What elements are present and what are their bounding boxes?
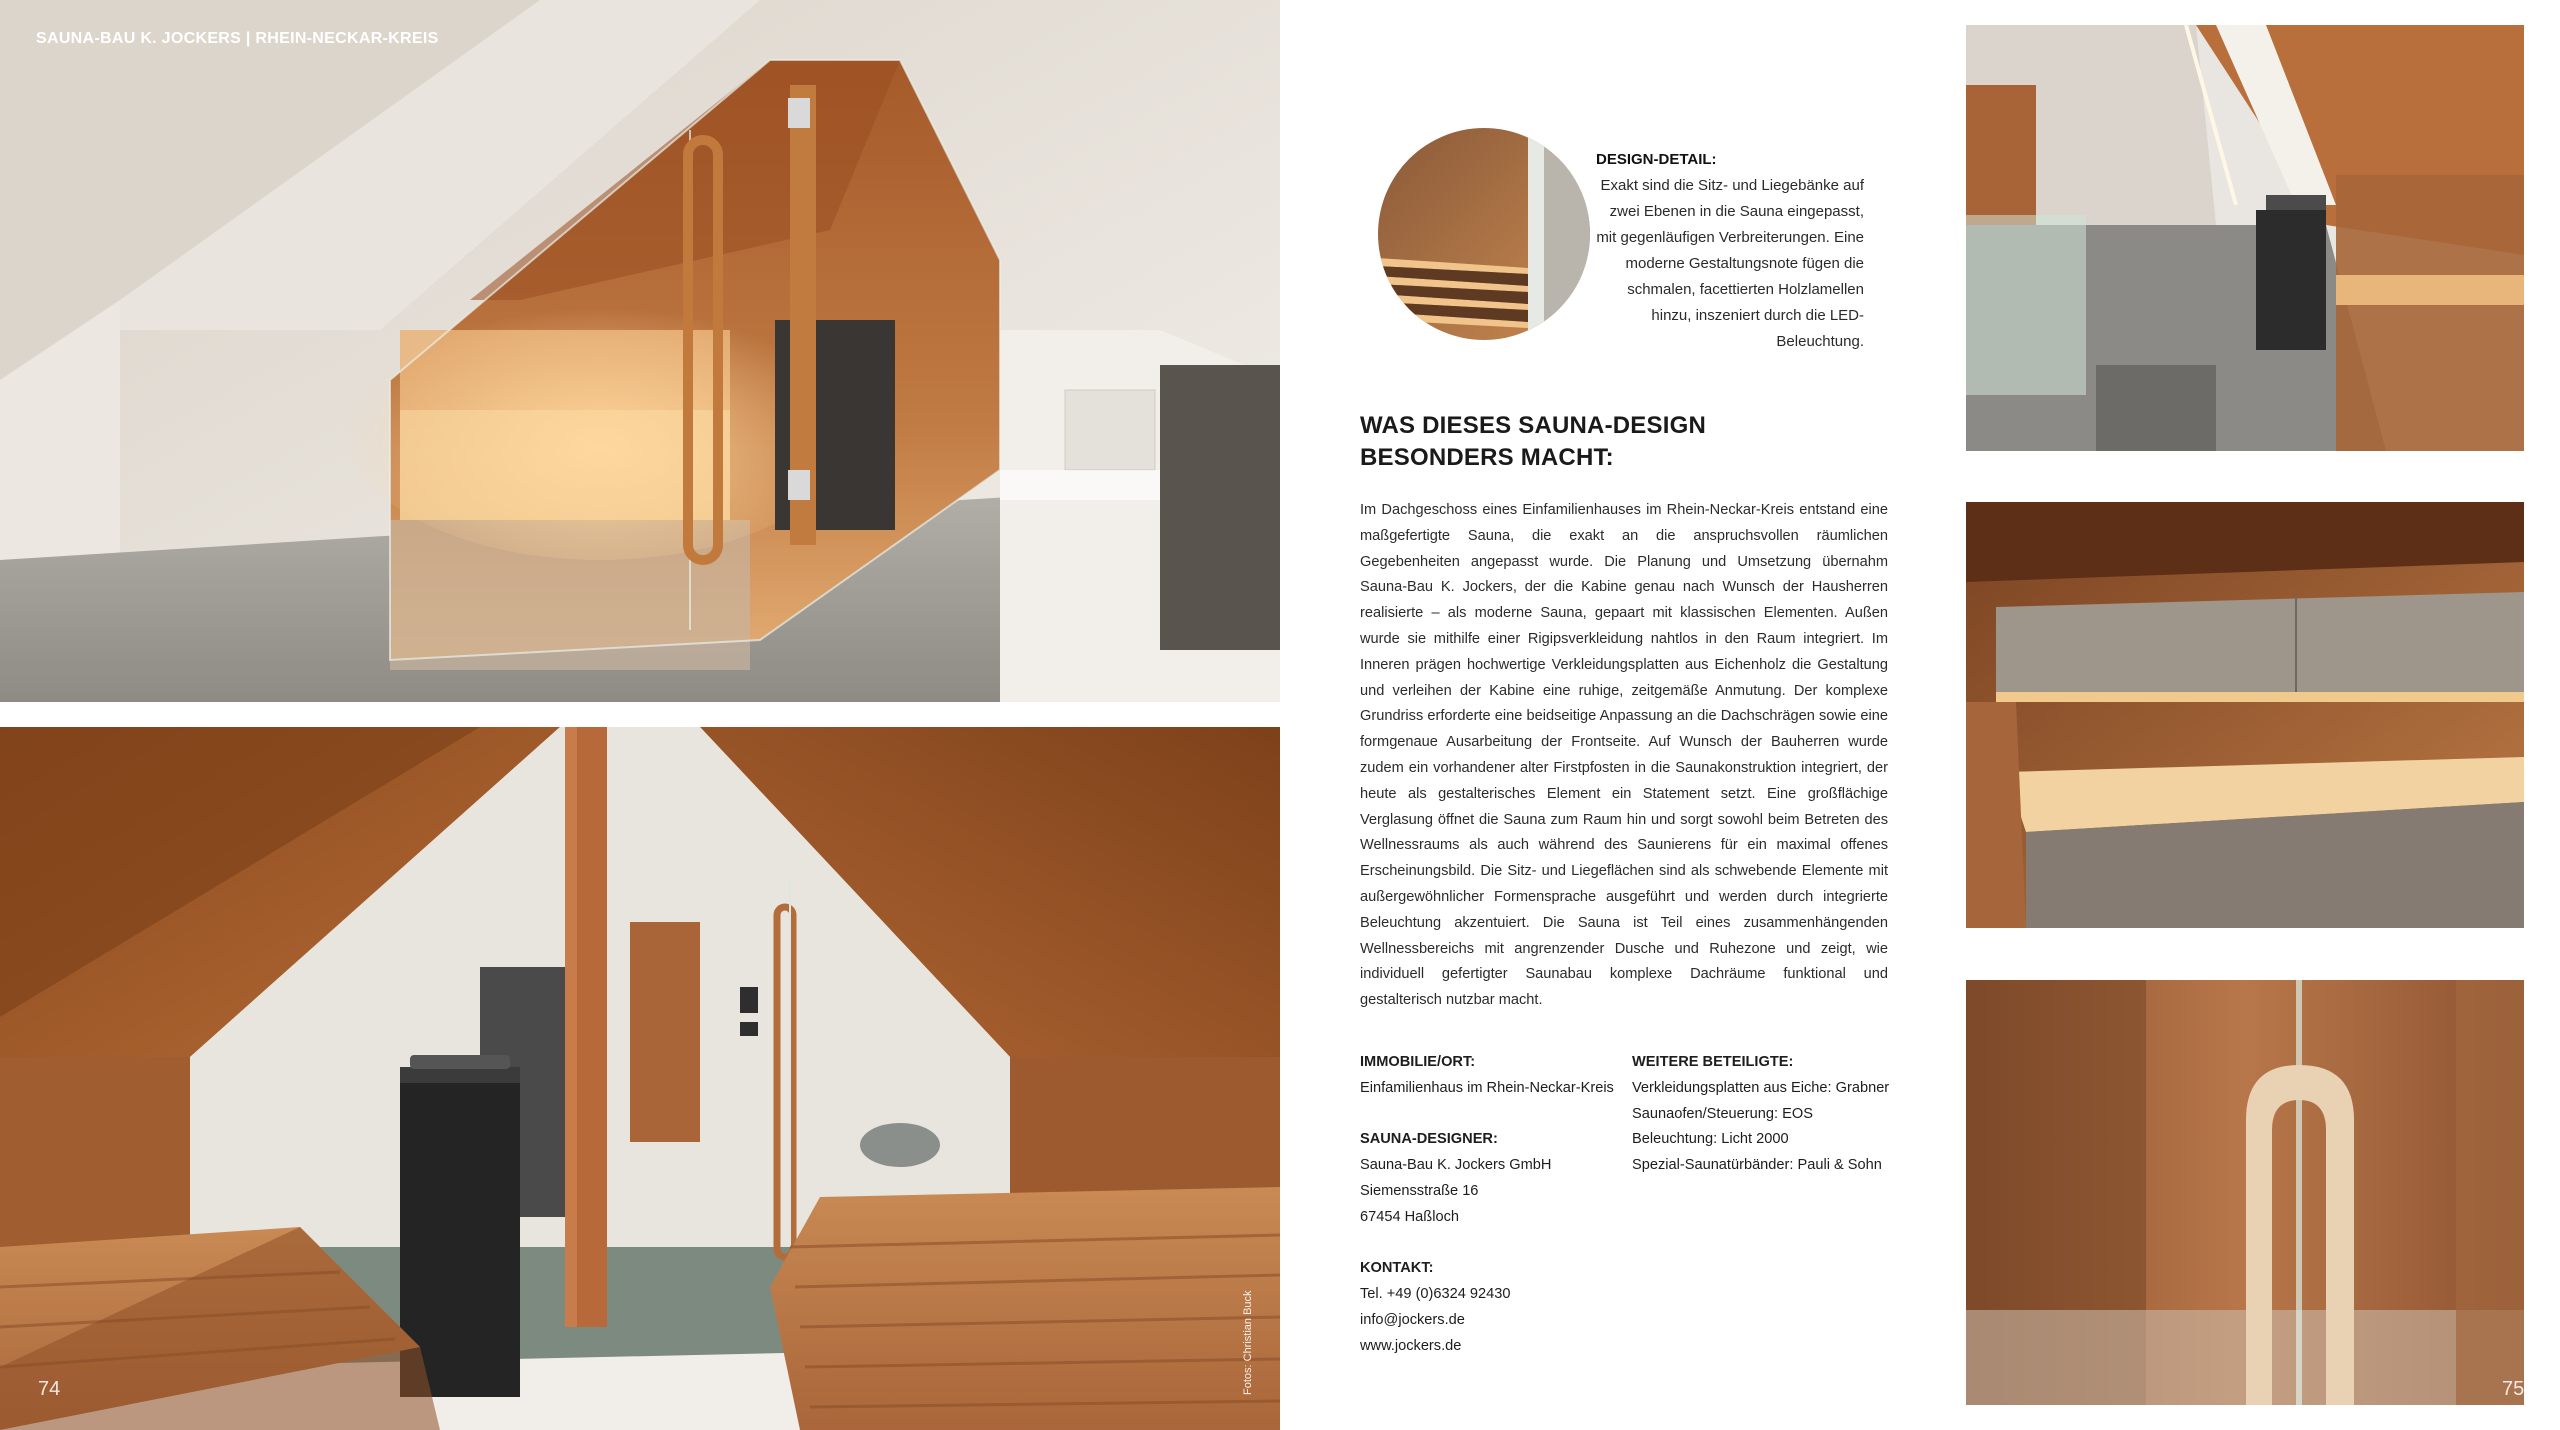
photo-sauna-exterior xyxy=(0,0,1280,702)
photo-door-handle xyxy=(1966,980,2524,1405)
facts-left-column xyxy=(1360,1050,1630,1360)
heading-line-1: WAS DIESES SAUNA-DESIGN xyxy=(1360,412,1706,439)
photo-wellness-corridor xyxy=(1966,25,2524,451)
property-value: Einfamilienhaus im Rhein-Neckar-Kreis xyxy=(1360,1079,1614,1096)
bench-detail-image xyxy=(1966,502,2524,928)
design-detail-label: DESIGN-DETAIL: xyxy=(1596,151,1717,168)
contact-label: KONTAKT: xyxy=(1360,1260,1434,1277)
page-number-left: 74 xyxy=(38,1378,61,1400)
article-heading xyxy=(1360,410,1840,474)
heading-line-2: BESONDERS MACHT: xyxy=(1360,444,1614,471)
page-number-right: 75 xyxy=(2502,1378,2525,1400)
property-label: IMMOBILIE/ORT: xyxy=(1360,1054,1476,1070)
contact-website: www.jockers.de xyxy=(1360,1337,1462,1354)
contact-phone: Tel. +49 (0)6324 92430 xyxy=(1360,1286,1511,1303)
photo-bench-detail xyxy=(1966,502,2524,928)
others-line: Beleuchtung: Licht 2000 xyxy=(1632,1131,1789,1148)
photo-credit: Fotos: Christian Buck xyxy=(1242,1290,1254,1395)
wellness-corridor-image xyxy=(1966,25,2524,451)
designer-line: Siemensstraße 16 xyxy=(1360,1182,1479,1199)
article-body: Im Dachgeschoss eines Einfamilienhauses im Rhein-Neckar-Kreis entstand eine maßgefertigte Sauna, die exakt an die anspruchsvollen räumlichen Gegebenheiten angepasst wurde. Die Planung und Umsetzung übernahm Sauna-Bau K. Jockers, der die Kabine genau nach Wunsch der Hausherren realisierte – als moderne Sauna, gepaart mit klassischen Elementen. Außen wurde sie mithilfe einer Rigipsverkleidung nahtlos in den Raum integriert. Im Inneren prägen hochwertige Verkleidungsplatten aus Eichenholz die Gestaltung und verleihen der Kabine eine ruhige, zeitgemäße Anmutung. Der komplexe Grundriss erforderte eine beidseitige Anpassung an die Dachschrägen sowie eine formgenaue Ausarbeitung der Frontseite. Auf Wunsch der Bauherren wurde zudem ein vorhandener alter Firstpfosten in die Saunakonstruktion integriert, der heute als gestalterisches Element ein Statement setzt. Eine großflächige Verglasung öffnet die Sauna zum Raum hin und sorgt sowohl beim Betreten des Wellnessraums als auch während des Saunierens für ein maximal offenes Erscheinungsbild. Die Sitz- und Liegeflächen sind als schwebende Elemente mit außergewöhnlicher Formensprache ausgeführt und werden durch integrierte Beleuchtung akzentuiert. Die Sauna ist Teil eines zusammenhängenden Wellnessbereichs mit angrenzender Dusche und Ruhezone und zeigt, wie individuell gefertigter Saunabau komplexe Dachräume funktional und gestalterisch nutzbar macht. xyxy=(1360,502,1888,1009)
designer-line: Sauna-Bau K. Jockers GmbH xyxy=(1360,1157,1552,1174)
others-line: Verkleidungsplatten aus Eiche: Grabner xyxy=(1632,1079,1890,1096)
facts-right-column xyxy=(1632,1050,1922,1179)
door-handle-image xyxy=(1966,980,2524,1405)
bench-lamellae-image xyxy=(1378,128,1590,340)
others-line: Saunaofen/Steuerung: EOS xyxy=(1632,1105,1813,1122)
designer-line: 67454 Haßloch xyxy=(1360,1208,1459,1225)
running-head: SAUNA-BAU K. JOCKERS | RHEIN-NECKAR-KREIS xyxy=(36,30,439,47)
design-detail-text: Exakt sind die Sitz- und Liegebänke auf zwei Ebenen in die Sauna eingepasst, mit gegenläufigen Verbreiterungen. Eine moderne Gestaltungsnote fügen die schmalen, facettierten Holzlamellen hinzu, inszeniert durch die LED-Beleuchtung. xyxy=(1596,177,1864,350)
sauna-interior-image xyxy=(0,727,1280,1430)
photo-sauna-interior xyxy=(0,727,1280,1430)
others-label: WEITERE BETEILIGTE: xyxy=(1632,1054,1794,1070)
sauna-exterior-image xyxy=(0,0,1280,702)
contact-email: info@jockers.de xyxy=(1360,1311,1465,1328)
designer-label: SAUNA-DESIGNER: xyxy=(1360,1131,1498,1148)
design-detail-image xyxy=(1378,128,1590,340)
design-detail-caption xyxy=(1596,147,1864,355)
others-line: Spezial-Saunatürbänder: Pauli & Sohn xyxy=(1632,1157,1882,1174)
